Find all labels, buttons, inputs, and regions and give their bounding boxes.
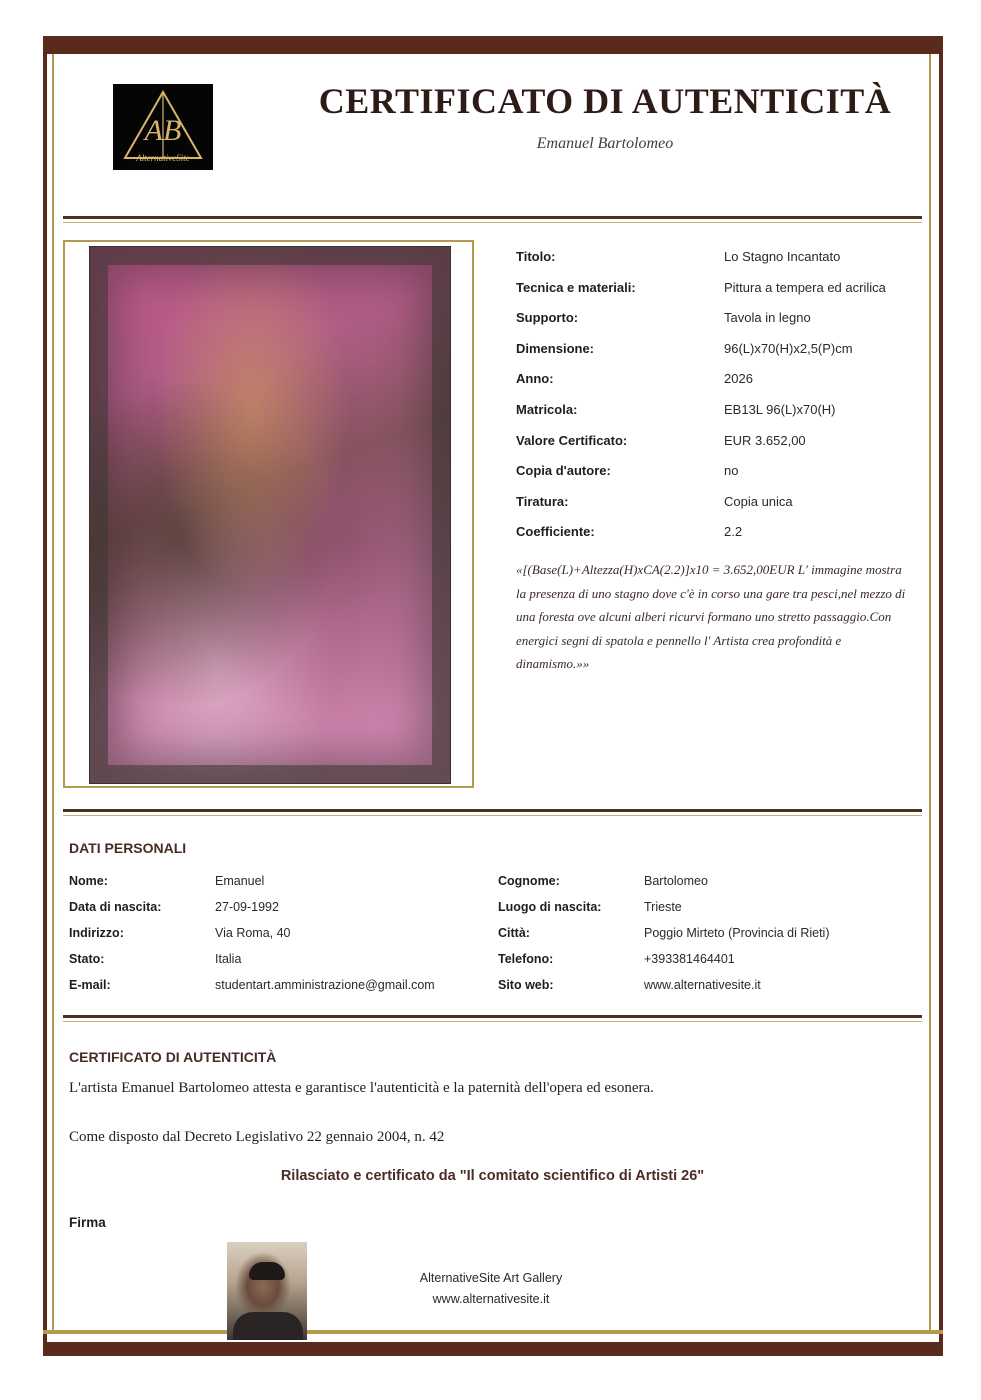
- spec-label: Tiratura:: [516, 493, 569, 509]
- spec-value: 2.2: [724, 524, 743, 540]
- inner-gold-line-right: [929, 54, 931, 1330]
- spec-label: Valore Certificato:: [516, 432, 628, 448]
- artist-photo: [227, 1242, 307, 1340]
- artwork-description: «[(Base(L)+Altezza(H)xCA(2.2)]x10 = 3.652,00EUR L' immagine mostra la presenza di uno stagno dove c'è in corso una gare tra pesci,nel mezzo di una foresta ove alcuni alberi ricurvi formano uno stretto passaggio.Con energici segni di spatola e pennello l' Artista crea profondità e dinamismo.»»: [516, 562, 906, 671]
- bottom-frame-bar: [43, 1342, 943, 1356]
- svg-text:AB: AB: [144, 114, 182, 147]
- personal-label: Città:: [498, 926, 530, 940]
- personal-label: Indirizzo:: [69, 926, 124, 940]
- personal-value: Via Roma, 40: [215, 926, 291, 940]
- spec-label: Titolo:: [516, 249, 556, 264]
- spec-value: Lo Stagno Incantato: [724, 249, 841, 264]
- spec-value: Tavola in legno: [724, 310, 811, 326]
- spec-label: Anno:: [516, 371, 554, 387]
- spec-value: 96(L)x70(H)x2,5(P)cm: [724, 340, 853, 356]
- spec-value: EB13L 96(L)x70(H): [724, 402, 836, 417]
- alternativesite-logo: [113, 84, 213, 170]
- gallery-name: AlternativeSite Art Gallery: [419, 1271, 563, 1285]
- personal-value: Italia: [215, 952, 242, 966]
- personal-label: Stato:: [69, 952, 105, 966]
- personal-value: +393381464401: [644, 952, 735, 966]
- logo-text: AlternativeSite: [136, 153, 190, 163]
- personal-data-heading: DATI PERSONALI: [69, 840, 187, 856]
- personal-label: Cognome:: [498, 874, 560, 888]
- signature-label: Firma: [69, 1215, 106, 1230]
- personal-label: Sito web:: [498, 978, 554, 992]
- divider: [63, 1015, 922, 1022]
- authenticity-statement: L'artista Emanuel Bartolomeo attesta e garantisce l'autenticità e la paternità dell'opera ed esonera.: [69, 1080, 654, 1096]
- personal-label: E-mail:: [69, 978, 111, 992]
- personal-label: Data di nascita:: [69, 900, 162, 914]
- spec-value: 2026: [724, 371, 753, 387]
- bottom-gold-line: [43, 1330, 943, 1334]
- spec-label: Supporto:: [516, 310, 579, 326]
- spec-label: Dimensione:: [516, 340, 595, 356]
- artist-name: Emanuel Bartolomeo: [536, 135, 674, 152]
- spec-value: no: [724, 463, 739, 479]
- law-reference: Come disposto dal Decreto Legislativo 22 gennaio 2004, n. 42: [69, 1129, 445, 1145]
- personal-label: Luogo di nascita:: [498, 900, 602, 914]
- inner-gold-line-left: [52, 54, 54, 1330]
- artwork-image: [89, 246, 451, 784]
- divider: [63, 216, 922, 223]
- spec-value: Pittura a tempera ed acrilica: [724, 279, 886, 295]
- spec-label: Tecnica e materiali:: [516, 279, 636, 295]
- certificate-heading: CERTIFICATO DI AUTENTICITÀ: [69, 1049, 277, 1065]
- spec-value: Copia unica: [724, 493, 793, 509]
- personal-value: Poggio Mirteto (Provincia di Rieti): [644, 926, 830, 940]
- certificate-title: CERTIFICATO DI AUTENTICITÀ: [318, 81, 892, 121]
- personal-value: Bartolomeo: [644, 874, 708, 888]
- spec-label: Copia d'autore:: [516, 463, 611, 479]
- spec-label: Coefficiente:: [516, 524, 595, 540]
- gallery-url[interactable]: www.alternativesite.it: [432, 1292, 550, 1306]
- artwork-frame: [63, 240, 474, 788]
- spec-value: EUR 3.652,00: [724, 432, 806, 448]
- personal-value[interactable]: studentart.amministrazione@gmail.com: [215, 978, 435, 992]
- spec-label: Matricola:: [516, 402, 578, 417]
- issued-by: Rilasciato e certificato da "Il comitato scientifico di Artisti 26": [280, 1168, 705, 1184]
- personal-value: Emanuel: [215, 874, 265, 888]
- personal-value[interactable]: www.alternativesite.it: [644, 978, 761, 992]
- personal-label: Telefono:: [498, 952, 554, 966]
- divider: [63, 809, 922, 816]
- personal-value: Trieste: [644, 900, 682, 914]
- personal-label: Nome:: [69, 874, 108, 888]
- personal-value: 27-09-1992: [215, 900, 279, 914]
